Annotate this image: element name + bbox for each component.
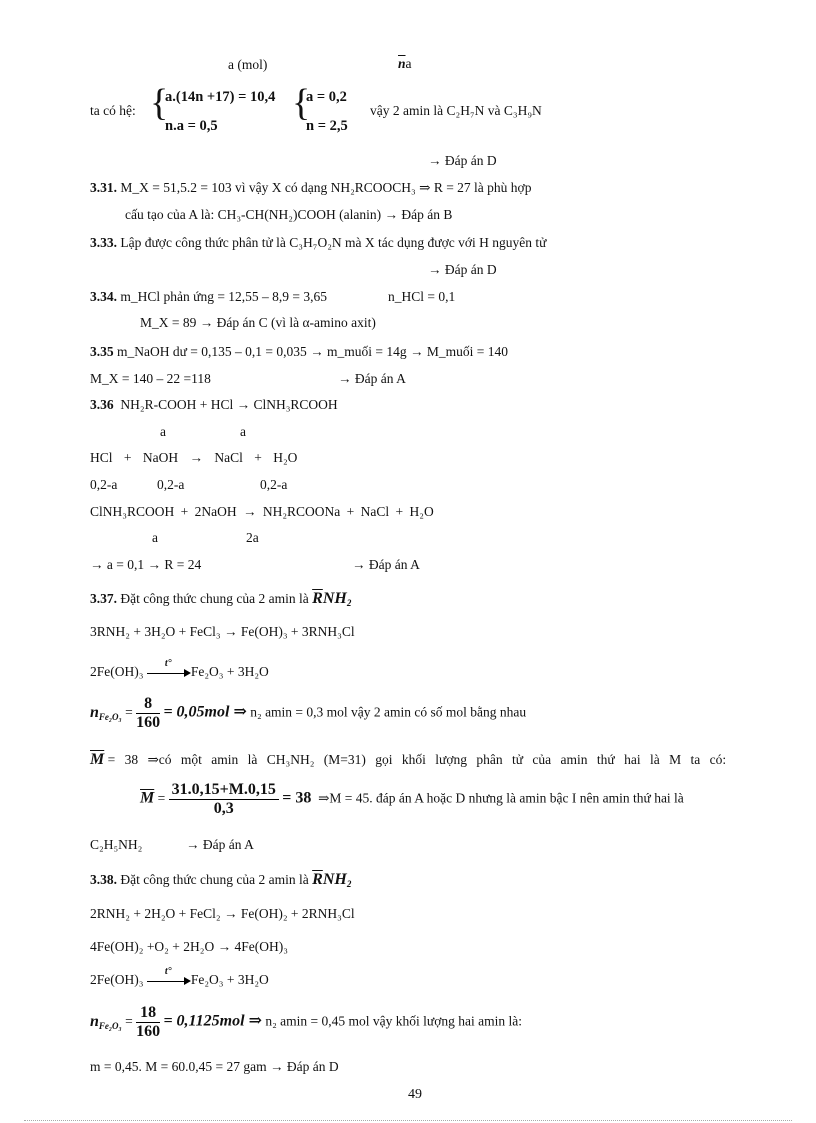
right-brace: { (292, 82, 311, 124)
problem-3-34-line2: M_X = 89 → Đáp án C (vì là α-amino axit) (140, 315, 376, 330)
system-lead: ta có hệ: (90, 103, 136, 118)
problem-3-38-reaction1: 2RNH₂ + 2H₂O + FeCl₂ → Fe(OH)₂ + 2RNH₃Cl (90, 906, 355, 921)
problem-3-37-reaction1: 3RNH₂ + 3H₂O + FeCl₃ → Fe(OH)₃ + 3RNH₃Cl (90, 624, 355, 639)
problem-3-37-mline: $\overline{M} = 38$ ⇒có một amin là CH₃NH₂ (M=31) gọi khối lượng phân tử của amin thứ hai là M ta có: (90, 751, 727, 768)
problem-3-35-line1: 3.35 m_NaOH dư = 0,135 – 0,1 = 0,035 → m_muối = 14g → M_muối = 140 (90, 344, 509, 359)
problem-3-37-formula: $\overline{M}$ = $\frac{31.0,15+M.0,15}{0,3}$ = 38 ⇒M = 45. đáp án A hoặc D nhưng là amin bậc I nên amin thứ hai là (140, 781, 684, 817)
problem-3-31-line2: cấu tạo của A là: CH₃-CH(NH₂)COOH (alanin) → Đáp án B (125, 207, 453, 222)
problem-3-36-result: → a = 0,1 → R = 24 (90, 557, 202, 572)
reaction2-coef-c: 0,2-a (260, 477, 288, 492)
problem-3-38-reaction3: 2Fe(OH)₃ t° Fe₂O₃ + 3H₂O (90, 965, 269, 987)
problem-3-37-line1: 3.37. Đặt công thức chung của 2 amin là $\overline{R}NH_2$ (90, 590, 352, 608)
page-number: 49 (408, 1087, 422, 1102)
problem-3-35-mx: M_X = 140 – 22 =118 (90, 371, 211, 386)
reaction2-coef-b: 0,2-a (157, 477, 185, 492)
problem-3-33-line1: 3.33. Lập được công thức phân tử là C₃H₇O₂N mà X tác dụng được với H nguyên tử (90, 235, 547, 250)
problem-3-37-mol: $n_{Fe_2O_3}$ = $\frac{8}{160}$ = 0,05mol ⇒ n₂ amin = 0,3 mol vậy 2 amin có số mol bằng nhau (90, 695, 527, 731)
reaction3-coef-b: 2a (246, 530, 259, 545)
text-a-mol: a (mol) (228, 57, 268, 72)
problem-3-34-line1: 3.34. m_HCl phản ứng = 12,55 – 8,9 = 3,65 (90, 289, 328, 304)
problem-3-38-mol: $n_{Fe_2O_3}$ = $\frac{18}{160}$ = 0,1125mol ⇒ n₂ amin = 0,45 mol vậy khối lượng hai amin là: (90, 1004, 522, 1040)
problem-3-35-answer: → Đáp án A (338, 371, 406, 386)
problem-3-36-reaction1: 3.36 NH₂R-COOH + HCl → ClNH₃RCOOH (90, 397, 338, 412)
problem-3-33-answer: → Đáp án D (428, 262, 497, 277)
reaction1-coef-a: a (160, 424, 166, 439)
problem-3-34-nhcl: n_HCl = 0,1 (388, 289, 456, 304)
problem-3-36-reaction2: HCl + NaOH → NaCl + H₂O (90, 450, 298, 465)
reaction1-coef-b: a (240, 424, 246, 439)
footer-divider (24, 1120, 792, 1121)
system-eq2: n.a = 0,5 (165, 118, 218, 134)
system-sol1: a = 0,2 (306, 89, 347, 105)
system-eq1: a.(14n +17) = 10,4 (165, 89, 276, 105)
text-n-a: $\overline{n}a$ (398, 56, 412, 71)
problem-3-31-line1: 3.31. M_X = 51,5.2 = 103 vì vậy X có dạng NH₂RCOOCH₃ ⇒ R = 27 là phù hợp (90, 180, 532, 195)
system-conclusion: vậy 2 amin là C₂H₇N và C₃H₉N (370, 103, 542, 118)
problem-3-37-reaction2: 2Fe(OH)₃ t° Fe₂O₃ + 3H₂O (90, 657, 269, 679)
problem-3-37-last: C₂H₅NH₂ (90, 837, 143, 852)
reaction2-coef-a: 0,2-a (90, 477, 118, 492)
answer-3-30: → Đáp án D (428, 153, 497, 168)
problem-3-38-reaction2: 4Fe(OH)₂ +O₂ + 2H₂O → 4Fe(OH)₃ (90, 939, 288, 954)
left-brace: { (150, 82, 169, 124)
problem-3-36-answer: → Đáp án A (352, 557, 420, 572)
problem-3-38-last: m = 0,45. M = 60.0,45 = 27 gam → Đáp án D (90, 1059, 339, 1074)
problem-3-37-answer: → Đáp án A (186, 837, 254, 852)
problem-3-36-reaction3: ClNH₃RCOOH + 2NaOH → NH₂RCOONa + NaCl + H₂O (90, 504, 434, 519)
system-sol2: n = 2,5 (306, 118, 348, 134)
problem-3-38-line1: 3.38. Đặt công thức chung của 2 amin là $\overline{R}NH_2$ (90, 871, 352, 889)
reaction3-coef-a: a (152, 530, 158, 545)
